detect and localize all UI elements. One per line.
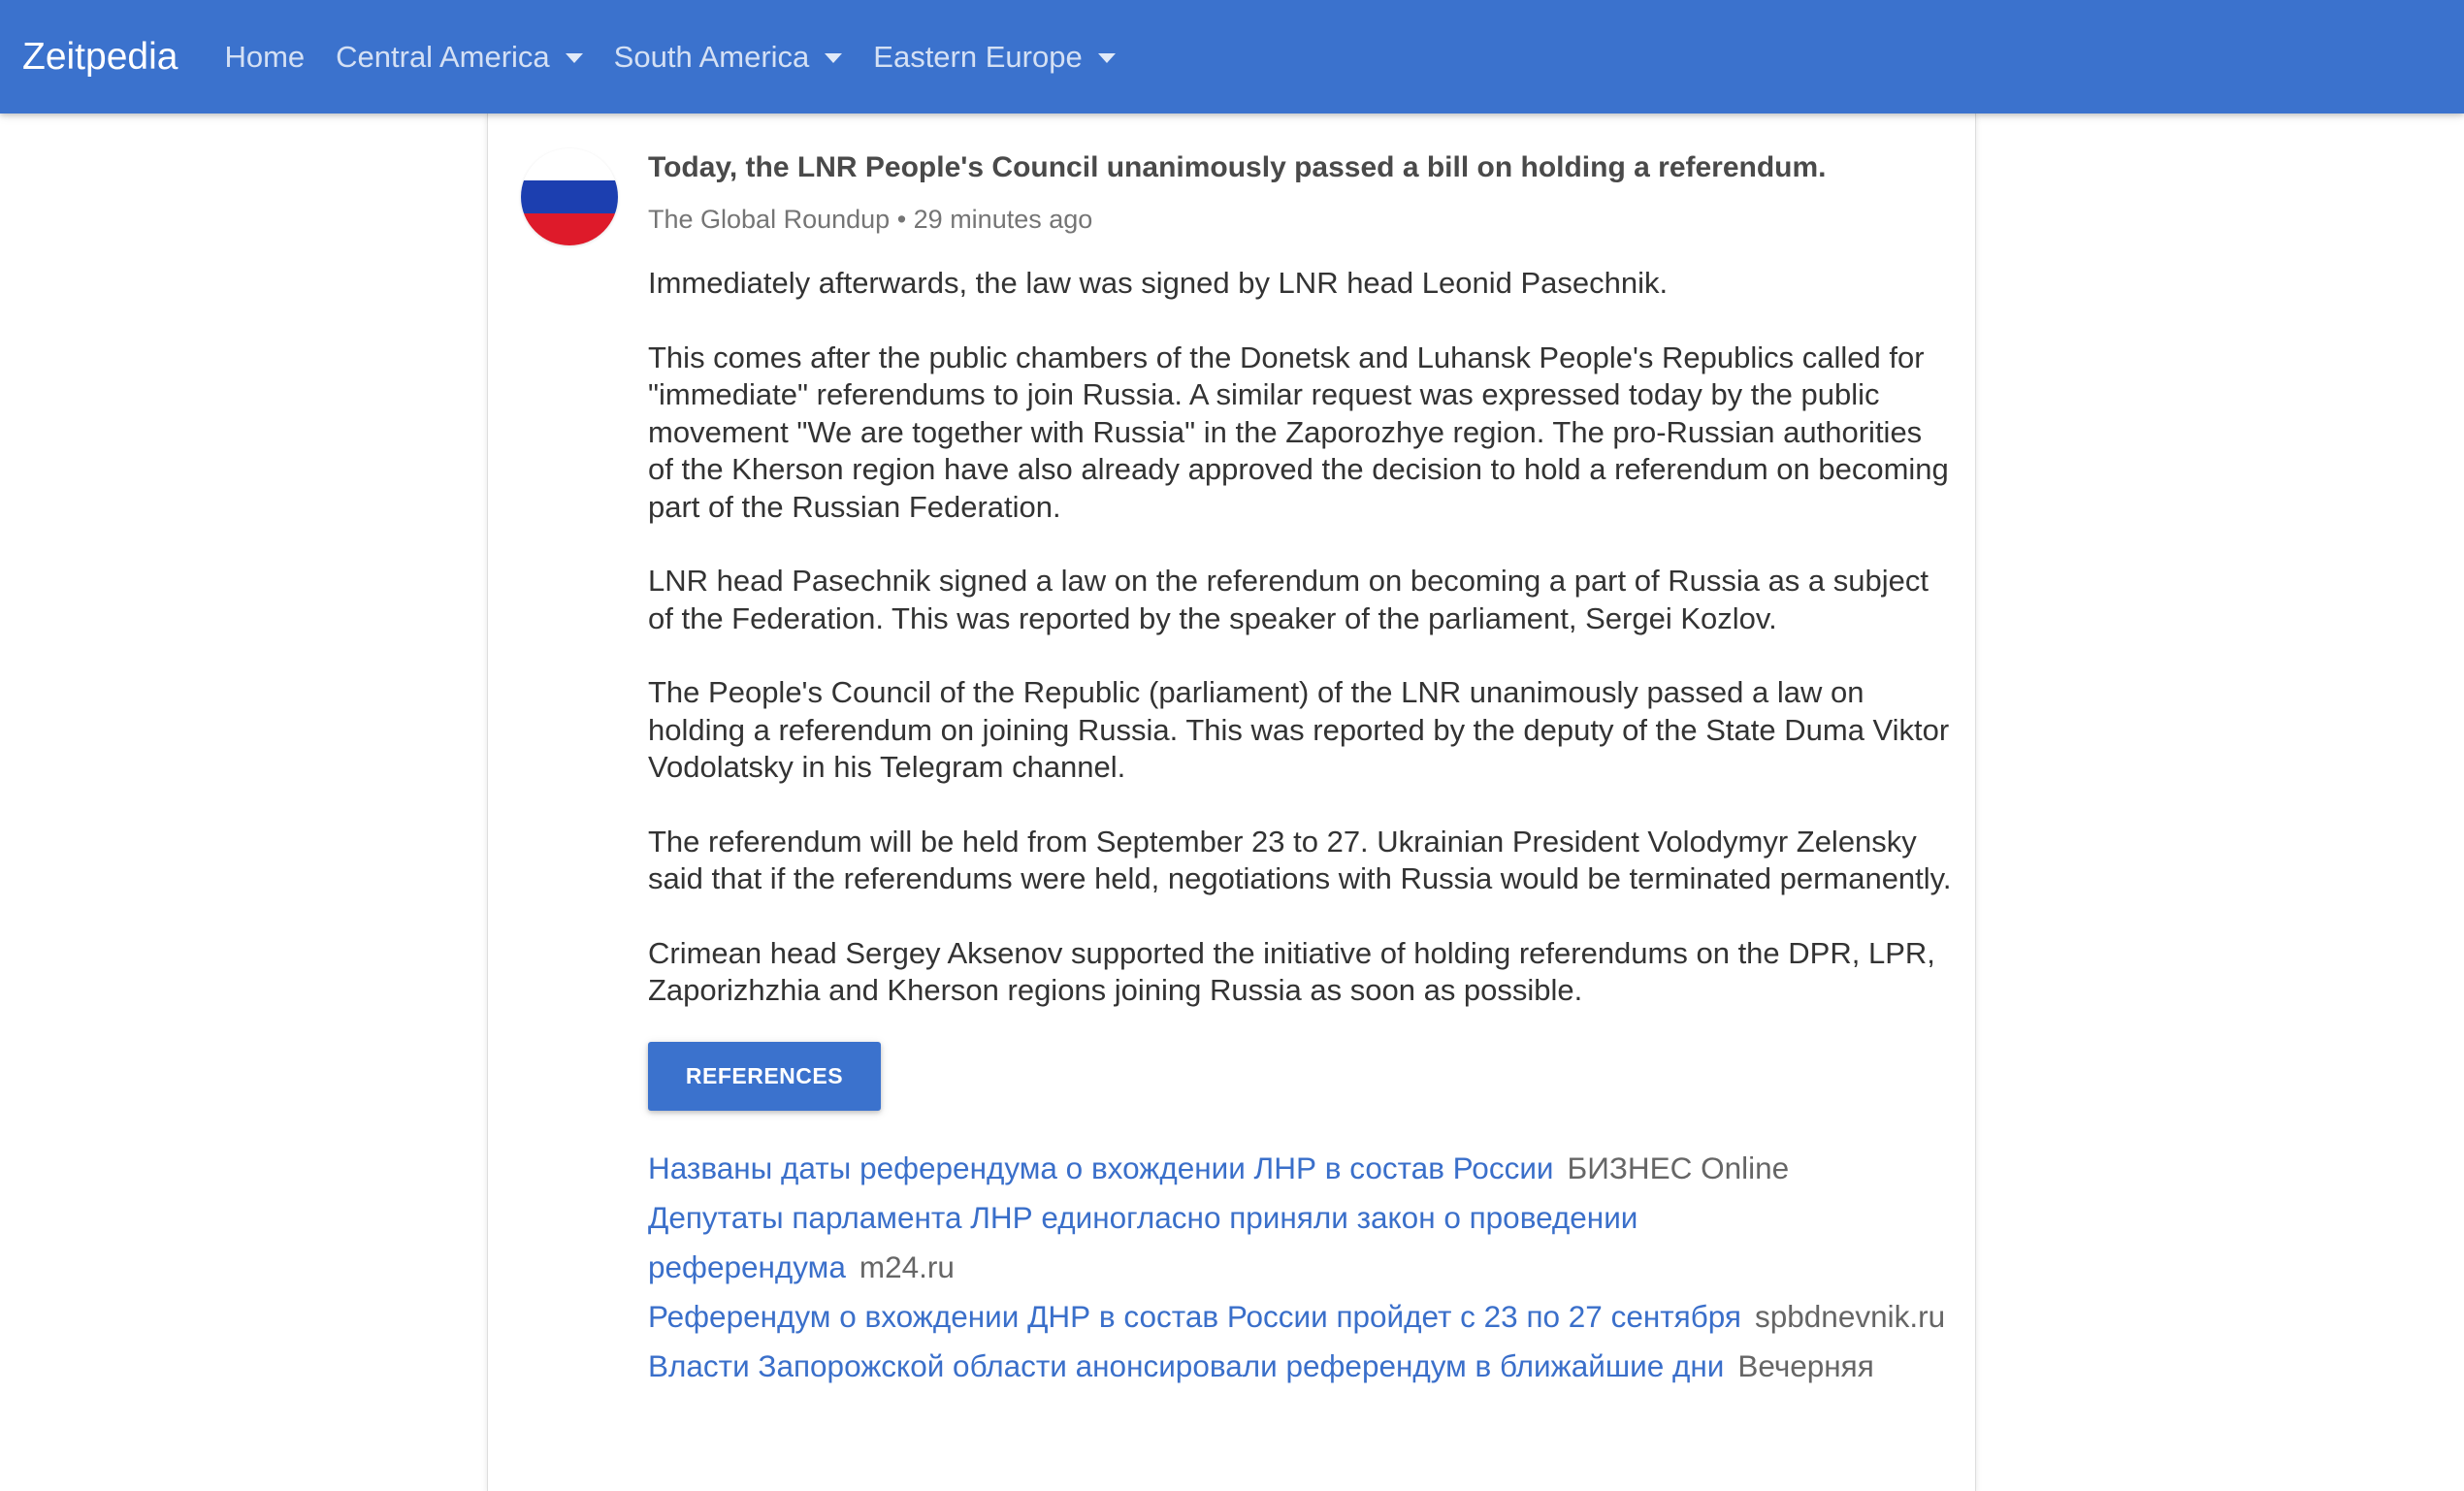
reference-source: БИЗНЕС Online (1567, 1150, 1790, 1185)
reference-link[interactable]: Власти Запорожской области анонсировали референдум в ближайшие дни (648, 1347, 1725, 1383)
references-list (648, 1144, 1948, 1391)
reference-link[interactable]: Референдум о вхождении ДНР в состав России пройдет с 23 по 27 сентября (648, 1298, 1741, 1334)
reference-item (648, 1144, 1948, 1193)
article-paragraph: The referendum will be held from September 23 to 27. Ukrainian President Volodymyr Zelensky said that if the referendums were held, negotiations with Russia would be terminated permanently. (648, 824, 1952, 895)
reference-item (648, 1342, 1948, 1391)
reference-item (648, 1193, 1948, 1292)
nav-south-america-label: South America (613, 39, 810, 74)
article-paragraph: Immediately afterwards, the law was signed by LNR head Leonid Pasechnik. (648, 266, 1669, 300)
reference-source: spbdnevnik.ru (1755, 1298, 1946, 1334)
flag-stripe-white (521, 148, 618, 180)
article-paragraph: The People's Council of the Republic (parliament) of the LNR unanimously passed a law on holding a referendum on joining Russia. This was reported by the deputy of the State Duma Viktor Vodolatsky in his Telegram channel. (648, 675, 1950, 784)
nav-home[interactable] (224, 40, 305, 75)
caret-down-icon (825, 53, 842, 63)
reference-link[interactable]: Депутаты парламента ЛНР единогласно приняли закон о проведении референдума (648, 1199, 1638, 1284)
caret-down-icon (566, 53, 583, 63)
article-meta (648, 202, 1953, 237)
article-paragraph: This comes after the public chambers of the Donetsk and Luhansk People's Republics called for "immediate" referendums to join Russia. A similar request was expressed today by the public movement "We are together with Russia" in the Zaporozhye region. The pro-Russian authorities of the Kherson region have also already approved the decision to hold a referendum on becoming part of the Russian Federation. (648, 340, 1949, 524)
russian-flag-icon (521, 148, 618, 245)
meta-separator: • (896, 205, 907, 234)
nav-south-america-dropdown[interactable] (614, 40, 843, 75)
flag-stripe-red (521, 213, 618, 245)
article-paragraph: LNR head Pasechnik signed a law on the referendum on becoming a part of Russia as a subject of the Federation. This was reported by the speaker of the parliament, Sergei Kozlov. (648, 564, 1929, 635)
article-time: 29 minutes ago (913, 205, 1093, 234)
reference-source: Вечерняя (1737, 1347, 1874, 1383)
top-navbar (0, 0, 2464, 113)
article-headline: Today, the LNR People's Council unanimously passed a bill on holding a referendum. (648, 151, 1827, 183)
references-button[interactable]: REFERENCES (648, 1042, 881, 1111)
reference-item (648, 1292, 1948, 1342)
nav-home-label: Home (224, 39, 306, 74)
nav-eastern-europe-label: Eastern Europe (873, 39, 1083, 74)
caret-down-icon (1098, 53, 1116, 63)
article-card (487, 113, 1976, 1491)
brand-logo[interactable]: Zeitpedia (22, 35, 178, 78)
article-content (648, 148, 1953, 1391)
article-source: The Global Roundup (648, 205, 891, 234)
nav-eastern-europe-dropdown[interactable] (873, 40, 1115, 75)
nav-central-america-dropdown[interactable] (336, 40, 583, 75)
flag-stripe-blue (521, 180, 618, 212)
article-body (648, 265, 1953, 1010)
nav-central-america-label: Central America (336, 39, 550, 74)
article-paragraph: Crimean head Sergey Aksenov supported the initiative of holding referendums on the DPR, LPR, Zaporizhzhia and Kherson regions joining Russia as soon as possible. (648, 935, 1935, 1007)
reference-source: m24.ru (859, 1248, 955, 1284)
reference-link[interactable]: Названы даты референдума о вхождении ЛНР в состав России (648, 1150, 1554, 1185)
